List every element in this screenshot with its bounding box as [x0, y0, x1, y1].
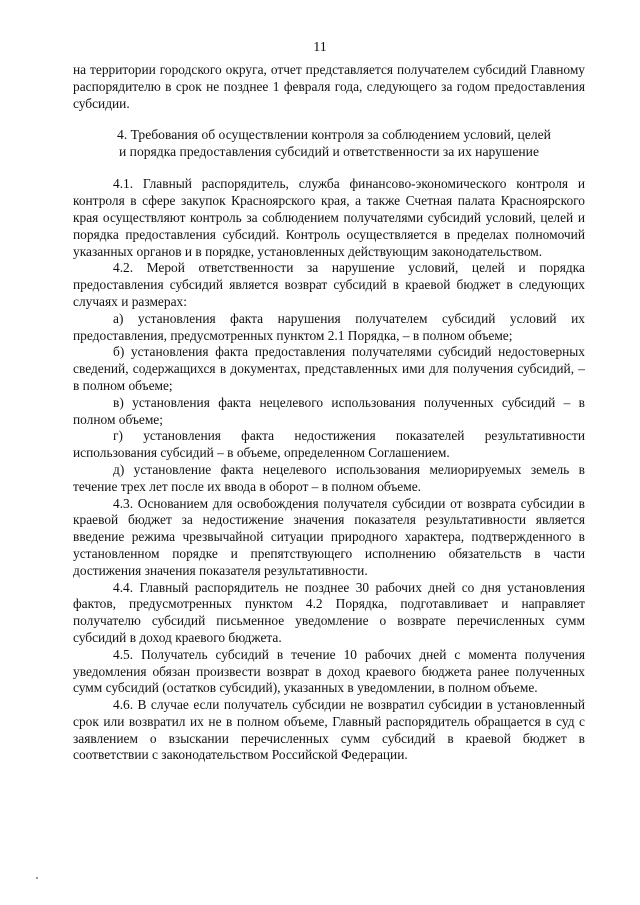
paragraph-4-2-b: б) установления факта предоставления получателями субсидий недостоверных сведений, содержащихся в документах, представленных ими для получения субсидий, – в полном объеме; [73, 344, 585, 393]
paragraph-4-5: 4.5. Получатель субсидий в течение 10 рабочих дней с момента получения уведомления обязан произвести возврат в доход краевого бюджета ранее полученных сумм субсидий (остатков субсидий), указанных в уведомлении, в полном объеме. [73, 646, 585, 696]
paragraph-4-2-v: в) установления факта нецелевого использования полученных субсидий – в полном объеме; [73, 394, 585, 427]
section-heading [73, 126, 585, 160]
paragraph-4-2-d: д) установление факта нецелевого использования мелиорируемых земель в течение трех лет после их ввода в оборот – в полном объеме. [73, 461, 585, 494]
paragraph-4-2: 4.2. Мерой ответственности за нарушение условий, целей и порядка предоставления субсидий является возврат субсидий в краевой бюджет в следующих случаях и размерах: [73, 260, 585, 309]
scan-speck [36, 877, 38, 879]
paragraph-4-4: 4.4. Главный распорядитель не позднее 30 рабочих дней со дня установления фактов, предусмотренных пунктом 4.2 Порядка, подготавливает и направляет получателю субсидий письменное уведомление о возврате перечисленных сумм субсидий в доход краевого бюджета. [73, 579, 585, 645]
document-body [73, 62, 585, 764]
page-number: 11 [313, 40, 327, 55]
paragraph-4-6: 4.6. В случае если получатель субсидии не возвратил субсидии в установленный срок или возвратил их не в полном объеме, Главный распорядитель обращается в суд с заявлением о взыскании перечисленных сумм субсидий в краевой бюджет в соответствии с законодательством Российской Федерации. [73, 697, 585, 763]
section-heading-line-1: 4. Требования об осуществлении контроля за соблюдением условий, целей [117, 127, 551, 143]
paragraph-4-2-a: а) установления факта нарушения получателем субсидий условий их предоставления, предусмотренных пунктом 2.1 Порядка, – в полном объеме; [73, 310, 585, 343]
paragraph-4-1: 4.1. Главный распорядитель, служба финансово-экономического контроля и контроля в сфере закупок Красноярского края, а также Счетная палата Красноярского края осуществляют контроль за соблюдением получателями субсидий условий, целей и порядка предоставления субсидий. Контроль осуществляется в пределах полномочий указанных органов и в порядке, установленных действующим законодательством. [73, 176, 585, 259]
section-heading-line-2: и порядка предоставления субсидий и ответственности за их нарушение [119, 144, 539, 160]
intro-paragraph: на территории городского округа, отчет представляется получателем субсидий Главному распорядителю в срок не позднее 1 февраля года, следующего за годом предоставления субсидии. [73, 62, 585, 111]
paragraph-4-2-g: г) установления факта недостижения показателей результативности использования субсидий – в объеме, определенном Соглашением. [73, 428, 585, 461]
paragraph-4-3: 4.3. Основанием для освобождения получателя субсидии от возврата субсидии в краевой бюджет за недостижение значения показателя результативности является введение режима чрезвычайной ситуации природного характера, подтвержденного в установленном порядке и препятствующего исполнению обязательств в части достижения значения показателя результативности. [73, 495, 585, 578]
